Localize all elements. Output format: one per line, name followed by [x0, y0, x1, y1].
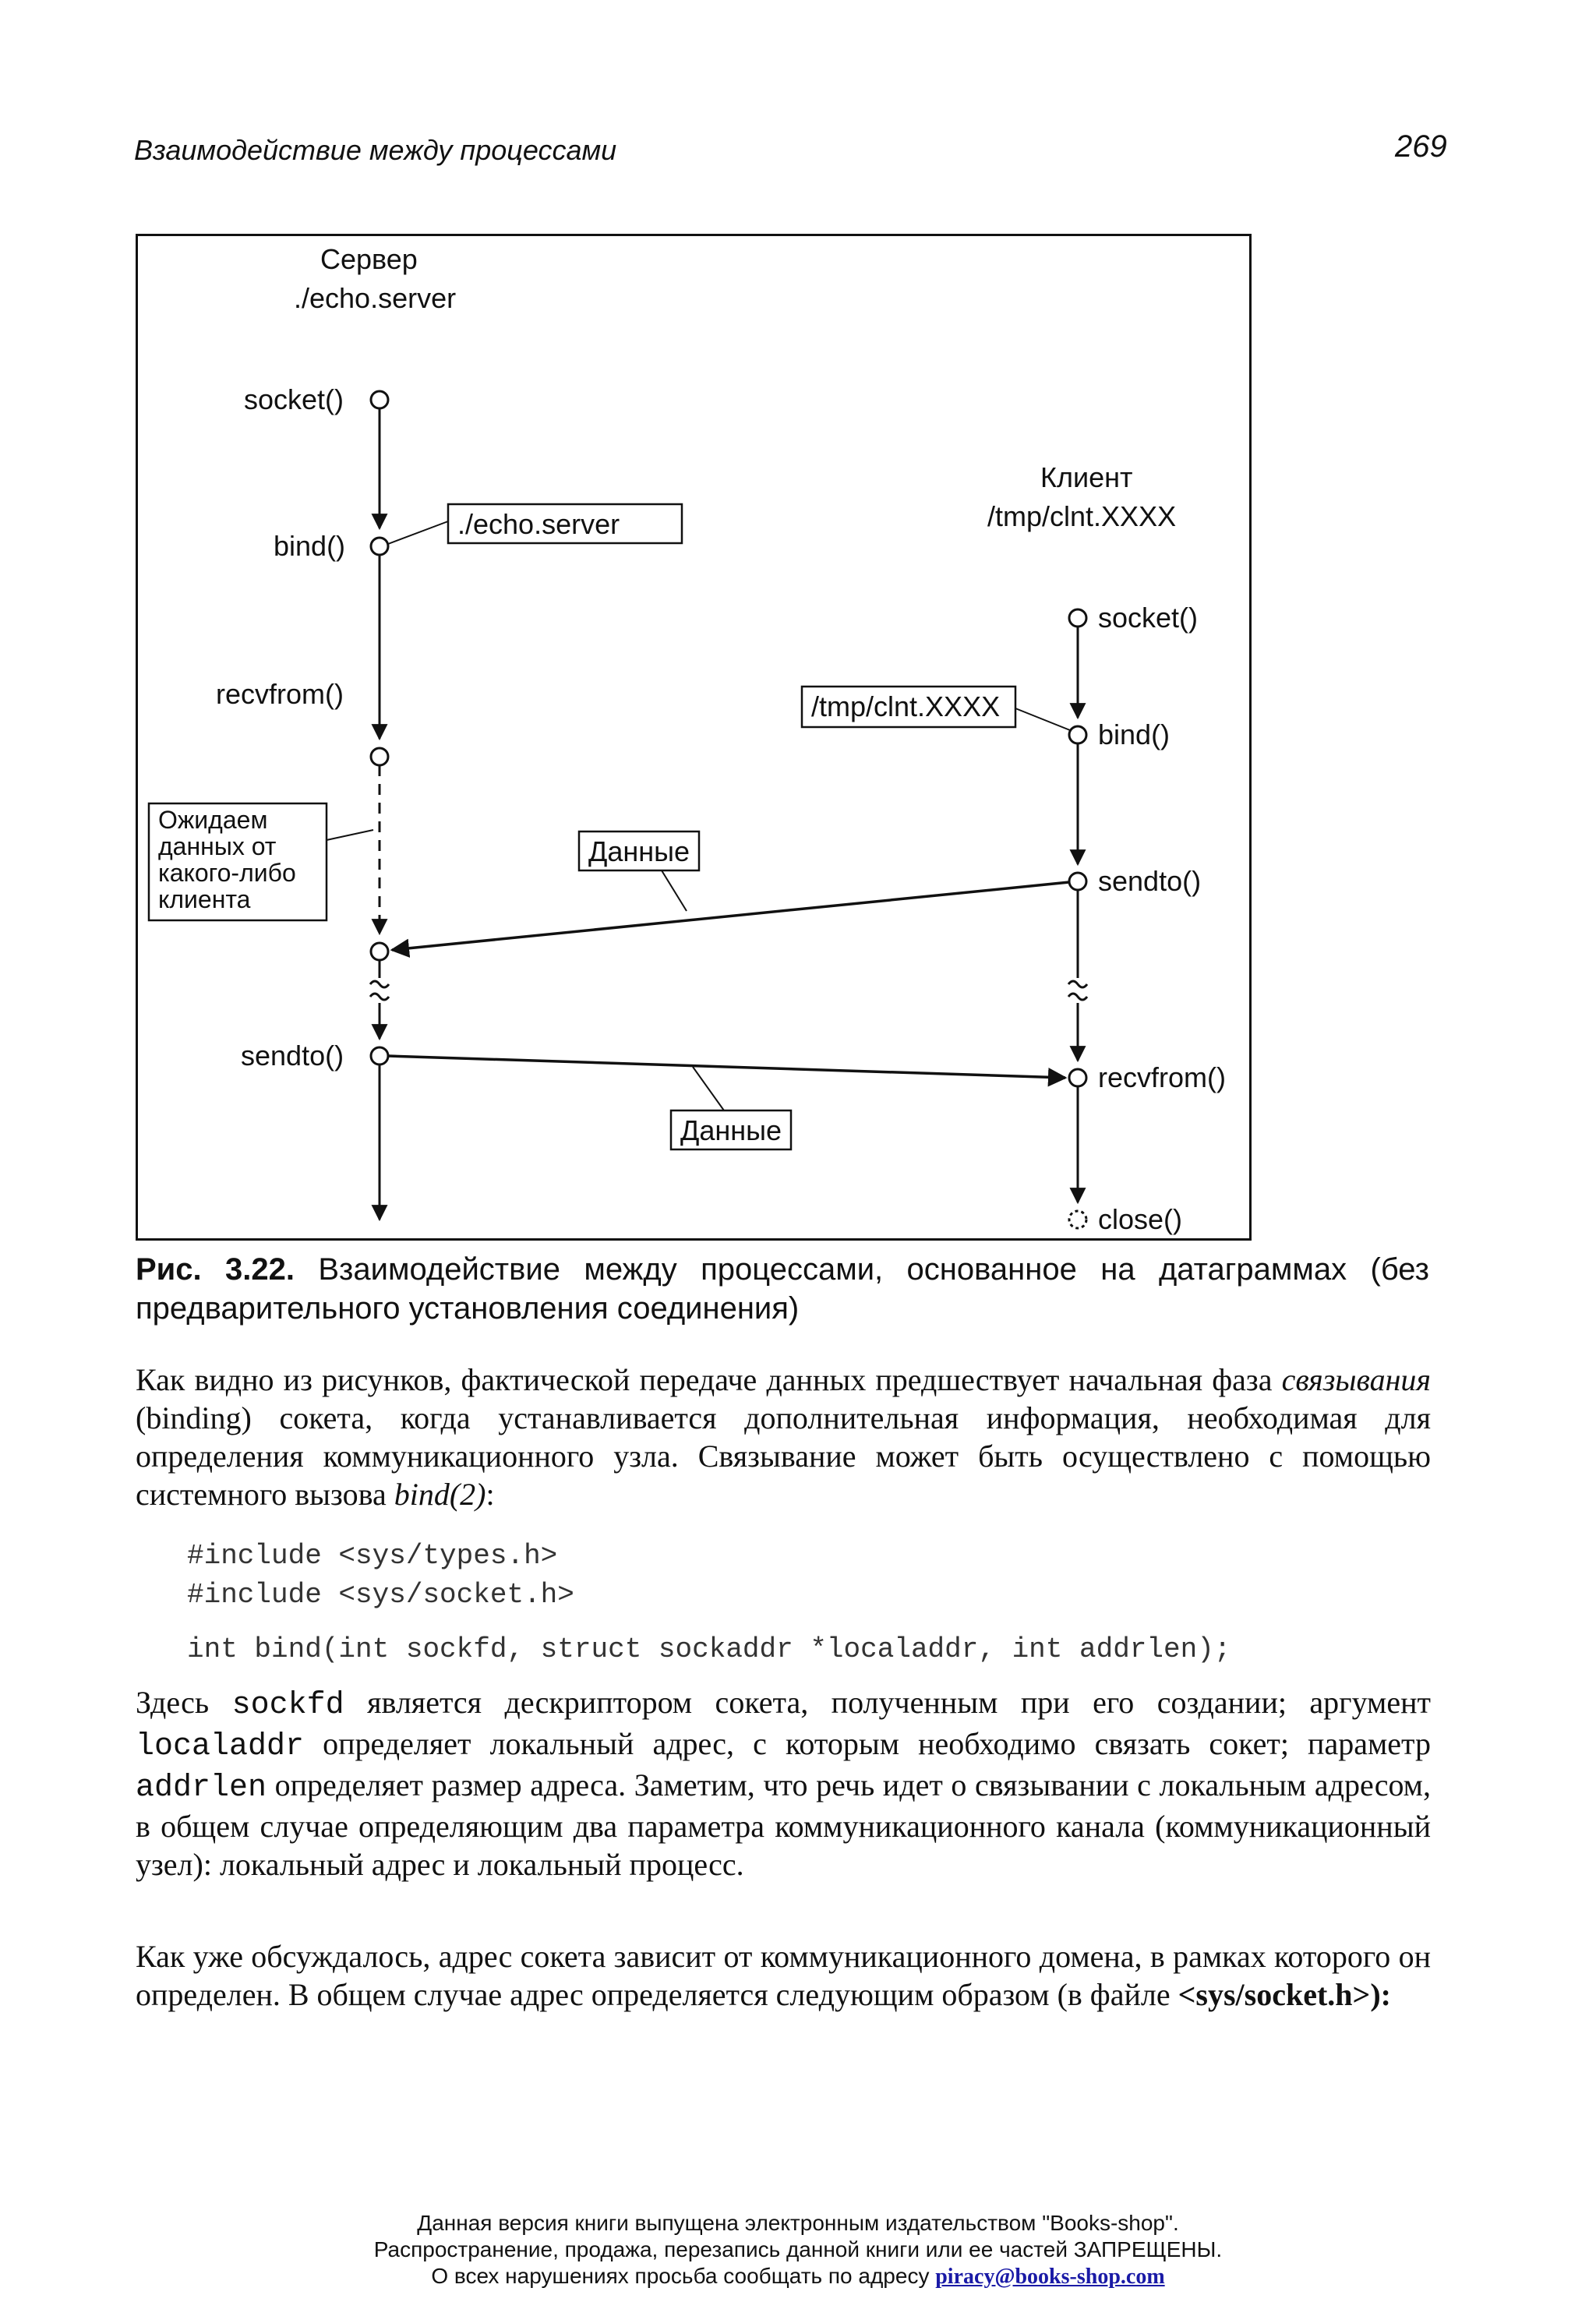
text-run: (binding) сокета, когда устанавливается дополнительная информация, необходимая для определения коммуникационного узла. Связывание может быть осуществлено с помощью системного вызова	[136, 1400, 1431, 1512]
contact-email-link[interactable]: piracy@books-shop.com	[935, 2265, 1165, 2289]
server-recvfrom-node	[371, 748, 388, 765]
figure-caption	[136, 1250, 1429, 1328]
client-sendto-node	[1069, 873, 1086, 890]
code-line: #include <sys/types.h>	[187, 1540, 558, 1572]
data-label: Данные	[588, 835, 690, 867]
text-run: Здесь	[136, 1685, 232, 1720]
server-recvfrom-call: recvfrom()	[216, 678, 344, 710]
server-sendto-node	[371, 1047, 388, 1064]
time-break-icon	[370, 981, 389, 1000]
client-bind-node	[1069, 726, 1086, 743]
running-title: Взаимодействие между процессами	[134, 134, 617, 166]
server-bind-call: bind()	[274, 530, 346, 562]
wait-note-line: данных от	[158, 832, 277, 860]
text-run: Как уже обсуждалось, адрес сокета зависит от коммуникационного домена, в рамках которого он определен. В общем случае адрес определяется следующим образом (в файле	[136, 1939, 1431, 2012]
text-run: :	[486, 1477, 495, 1512]
text-run: определяет локальный адрес, с которым необходимо связать сокет; параметр	[304, 1726, 1431, 1761]
datagram-arrow-to-server	[392, 882, 1069, 950]
server-receive-node	[371, 943, 388, 960]
server-bind-address: ./echo.server	[457, 508, 620, 540]
wait-note-line: клиента	[158, 885, 251, 913]
caption-text: Взаимодействие между процессами, основанное на датаграммах (без предварительного установления соединения)	[136, 1252, 1429, 1326]
text-run: определяет размер адреса. Заметим, что речь идет о связывании с локальным адресом, в общем случае определяющим два параметра коммуникационного канала (коммуникационный узел): локальный адрес и локальный процесс.	[136, 1767, 1431, 1882]
client-bind-address: /tmp/clnt.XXXX	[811, 690, 1001, 722]
client-path: /tmp/clnt.XXXX	[987, 500, 1177, 532]
client-close-call: close()	[1098, 1203, 1183, 1235]
wait-note-line: какого-либо	[158, 859, 296, 887]
time-break-icon	[1068, 981, 1087, 1000]
function-reference: bind(2)	[394, 1477, 486, 1512]
wait-note-leader	[327, 830, 373, 840]
code-term: sockfd	[231, 1688, 344, 1723]
figure-frame	[136, 234, 1252, 1241]
footer-line	[136, 2263, 1460, 2290]
server-bind-node	[371, 538, 388, 555]
sequence-diagram	[138, 236, 1254, 1243]
wait-note-line: Ожидаем	[158, 806, 268, 834]
code-line: int bind(int sockfd, struct sockaddr *localaddr, int addrlen);	[187, 1633, 1231, 1665]
paragraph	[136, 1361, 1431, 1513]
server-bind-leader	[388, 521, 448, 544]
client-bind-call: bind()	[1098, 718, 1171, 750]
server-sendto-call: sendto()	[241, 1040, 344, 1072]
client-socket-call: socket()	[1098, 602, 1199, 634]
server-socket-node	[371, 391, 388, 408]
data-label-leader	[693, 1067, 724, 1110]
client-recvfrom-call: recvfrom()	[1098, 1061, 1226, 1093]
code-term: addrlen	[136, 1771, 267, 1806]
data-label-leader	[662, 870, 687, 911]
client-title: Клиент	[1040, 461, 1133, 493]
client-bind-leader	[1015, 708, 1070, 730]
server-socket-call: socket()	[244, 383, 344, 415]
client-close-node	[1069, 1211, 1086, 1228]
figure-number: Рис. 3.22.	[136, 1252, 295, 1287]
code-term: localaddr	[136, 1729, 305, 1764]
footer-text: О всех нарушениях просьба сообщать по адресу	[431, 2264, 930, 2288]
paragraph	[136, 1683, 1431, 1884]
page-number: 269	[1395, 129, 1447, 164]
data-label: Данные	[680, 1114, 782, 1146]
text-run: является дескриптором сокета, полученным при его создании; аргумент	[344, 1685, 1432, 1720]
text-run: Как видно из рисунков, фактической передаче данных предшествует начальная фаза	[136, 1362, 1282, 1397]
client-recvfrom-node	[1069, 1069, 1086, 1086]
code-line: #include <sys/socket.h>	[187, 1579, 574, 1611]
server-path: ./echo.server	[294, 282, 457, 314]
datagram-arrow-to-client	[388, 1056, 1065, 1078]
paragraph	[136, 1937, 1431, 2014]
client-socket-node	[1069, 609, 1086, 627]
server-title: Сервер	[320, 243, 418, 275]
footer-line: Распространение, продажа, перезапись данной книги или ее частей ЗАПРЕЩЕНЫ.	[373, 2237, 1223, 2261]
file-reference: <sys/socket.h>):	[1178, 1977, 1391, 2012]
client-sendto-call: sendto()	[1098, 865, 1202, 897]
footer-line: Данная версия книги выпущена электронным издательством "Books-shop".	[417, 2211, 1179, 2235]
emphasis: связывания	[1281, 1362, 1431, 1397]
